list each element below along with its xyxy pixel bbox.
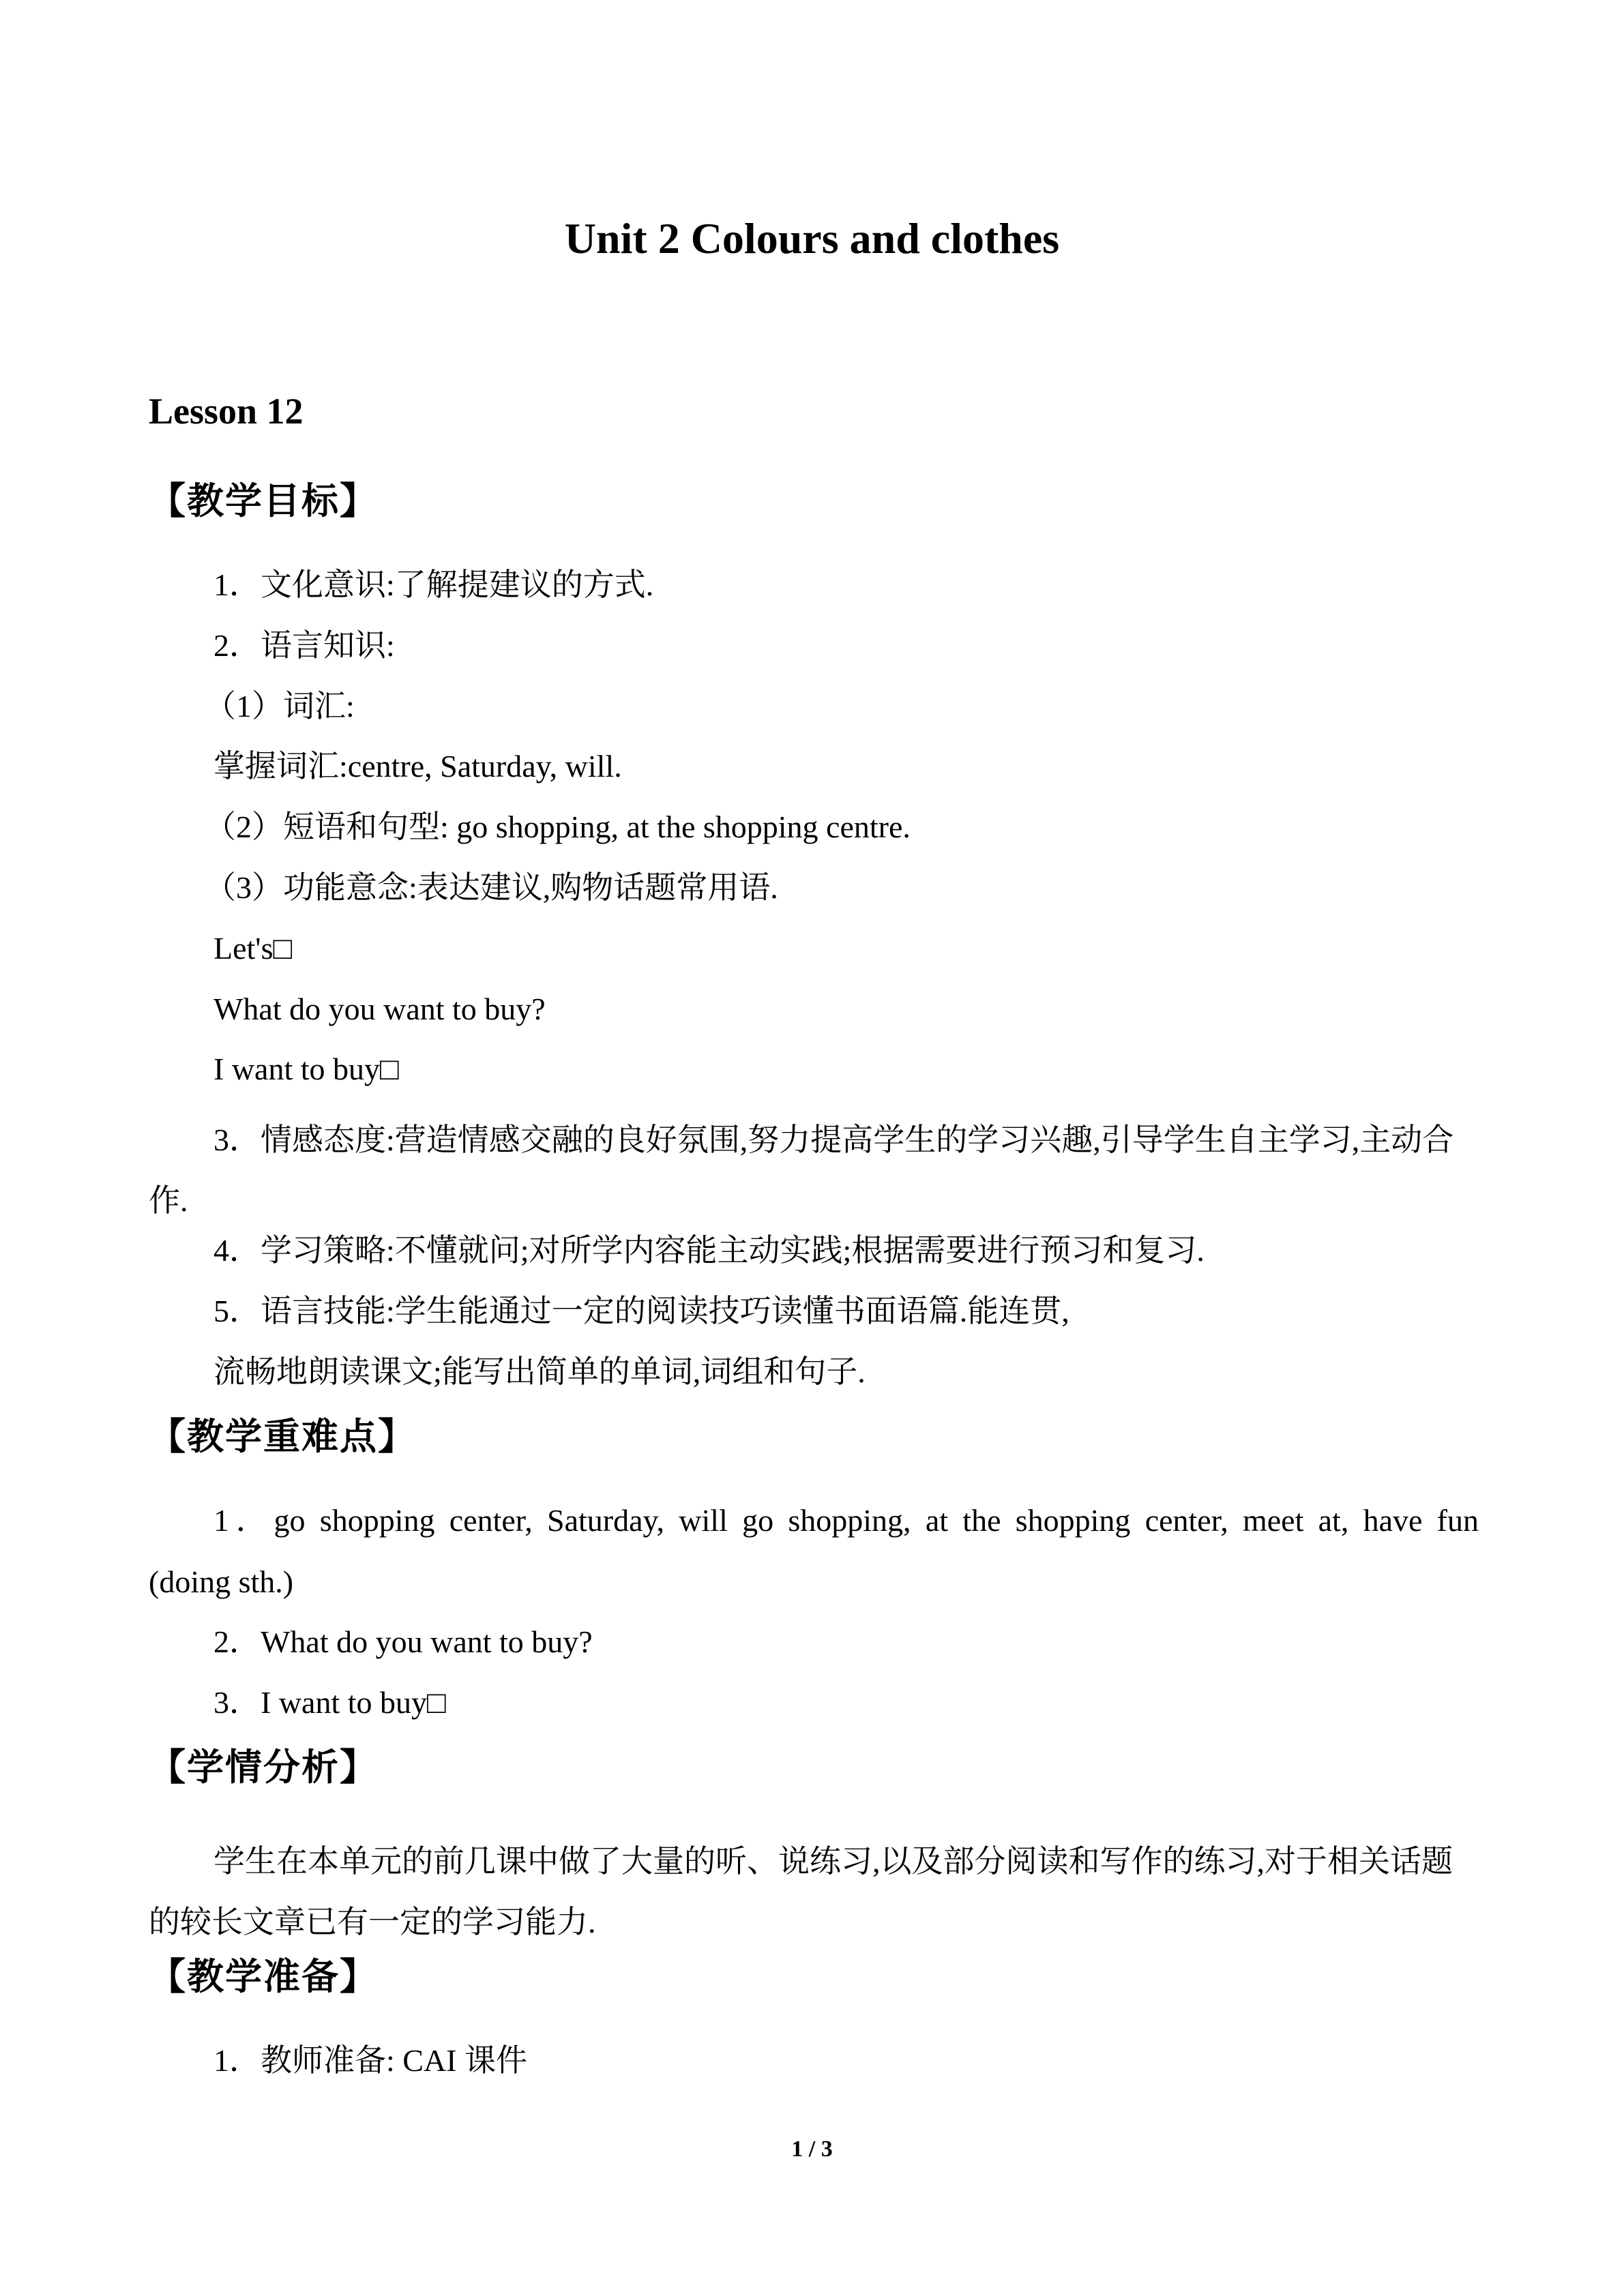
section-heading-preparation: 【教学准备】 <box>149 1955 378 1998</box>
objective-line: 5．语言技能:学生能通过一定的阅读技巧读懂书面语篇.能连贯, <box>213 1294 1069 1328</box>
page-number: 1 / 3 <box>791 2136 833 2162</box>
objective-line: （1）词汇: <box>205 689 355 724</box>
section-heading-analysis: 【学情分析】 <box>149 1746 378 1789</box>
document-title: Unit 2 Colours and clothes <box>564 214 1060 263</box>
analysis-text: 学生在本单元的前几课中做了大量的听、说练习,以及部分阅读和写作的练习,对于相关话题的较长文章已有一定的学习能力. <box>149 1844 1453 1939</box>
objective-line: I want to buy□ <box>213 1052 399 1086</box>
objective-line: （3）功能意念:表达建议,购物话题常用语. <box>205 870 778 905</box>
objective-line: 1．文化意识:了解提建议的方式. <box>213 567 654 602</box>
objective-line: （2）短语和句型: go shopping, at the shopping centre. <box>205 809 911 844</box>
objective-line: 4．学习策略:不懂就问;对所学内容能主动实践;根据需要进行预习和复习. <box>213 1233 1205 1268</box>
key-point-line: 1．go shopping center, Saturday, will go shopping, at the shopping center, meet at, have fun <box>213 1503 1479 1538</box>
key-point-line: 3．I want to buy□ <box>213 1685 446 1720</box>
objective-line: What do you want to buy? <box>213 992 546 1026</box>
lesson-heading: Lesson 12 <box>149 391 304 432</box>
objective-line: 流畅地朗读课文;能写出简单的单词,词组和句子. <box>213 1354 866 1389</box>
section-heading-key-points: 【教学重难点】 <box>149 1415 416 1458</box>
objective-line: Let's□ <box>213 931 293 966</box>
key-point-line: 2．What do you want to buy? <box>213 1624 593 1659</box>
objective-line: 掌握词汇:centre, Saturday, will. <box>213 749 622 784</box>
key-point-line: (doing sth.) <box>149 1564 294 1599</box>
section-heading-objectives: 【教学目标】 <box>149 479 378 522</box>
objective-line: 3．情感态度:营造情感交融的良好氛围,努力提高学生的学习兴趣,引导学生自主学习,主动合作. <box>149 1122 1454 1218</box>
objective-line: 2．语言知识: <box>213 628 395 663</box>
preparation-line: 1．教师准备: CAI 课件 <box>213 2043 527 2078</box>
